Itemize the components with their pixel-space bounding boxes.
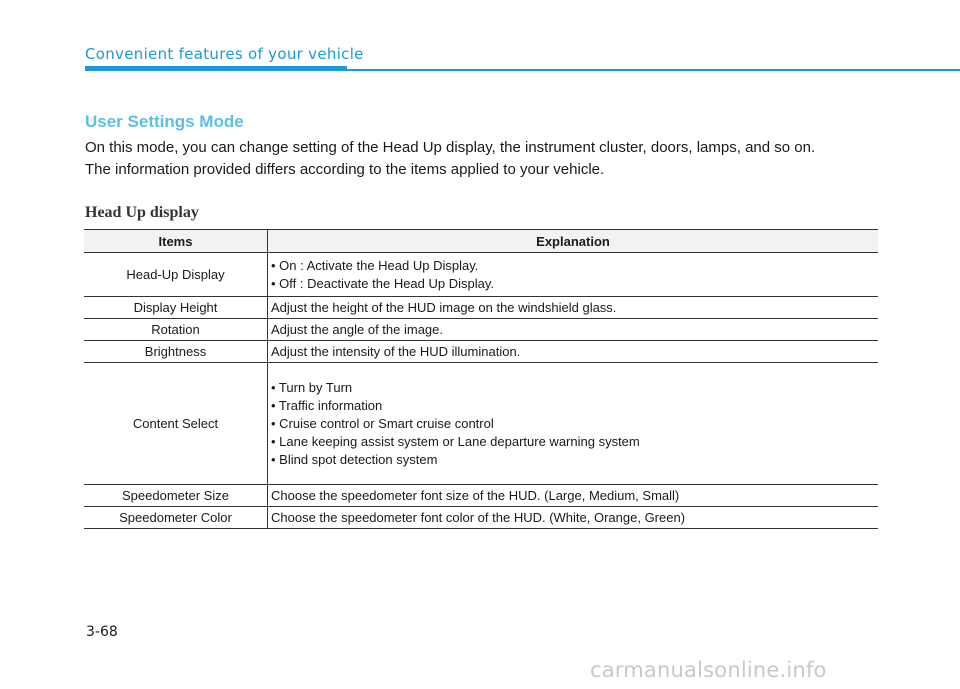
intro-line: On this mode, you can change setting of the Head Up display, the instrument cluster, doors, lamps, and so on. bbox=[85, 139, 816, 156]
explanation-cell: Adjust the angle of the image. bbox=[268, 319, 879, 341]
column-header-explanation: Explanation bbox=[268, 230, 879, 253]
mode-heading: User Settings Mode bbox=[85, 112, 244, 131]
bullet-item: • Lane keeping assist system or Lane departure warning system bbox=[271, 433, 640, 449]
explanation-cell bbox=[268, 363, 879, 485]
column-header-items: Items bbox=[84, 230, 268, 253]
item-cell: Speedometer Size bbox=[84, 485, 268, 507]
explanation-cell: Adjust the height of the HUD image on the windshield glass. bbox=[268, 297, 879, 319]
table-row bbox=[84, 253, 878, 297]
bullet-item: • Turn by Turn bbox=[271, 379, 353, 395]
table-row bbox=[84, 297, 878, 319]
table-row bbox=[84, 485, 878, 507]
table-row bbox=[84, 319, 878, 341]
table-header-row bbox=[84, 230, 878, 253]
bullet-item: • Traffic information bbox=[271, 397, 383, 413]
item-cell: Head-Up Display bbox=[84, 253, 268, 297]
page-number: 3-68 bbox=[86, 624, 118, 640]
item-cell: Brightness bbox=[84, 341, 268, 363]
intro-text bbox=[85, 137, 885, 181]
hud-settings-table bbox=[84, 229, 878, 529]
table-row bbox=[84, 507, 878, 529]
bullet-item: • Cruise control or Smart cruise control bbox=[271, 415, 494, 431]
bullet-item: • Off : Deactivate the Head Up Display. bbox=[271, 275, 495, 291]
bullet-item: • Blind spot detection system bbox=[271, 451, 438, 467]
table-row bbox=[84, 363, 878, 485]
item-cell: Content Select bbox=[84, 363, 268, 485]
section-title: Convenient features of your vehicle bbox=[85, 45, 364, 63]
bullet-item: • On : Activate the Head Up Display. bbox=[271, 257, 479, 273]
header-rule bbox=[347, 69, 960, 71]
intro-line: The information provided differs according to the items applied to your vehicle. bbox=[85, 161, 605, 178]
explanation-cell: Choose the speedometer font size of the HUD. (Large, Medium, Small) bbox=[268, 485, 879, 507]
item-cell: Display Height bbox=[84, 297, 268, 319]
explanation-cell: Choose the speedometer font color of the HUD. (White, Orange, Green) bbox=[268, 507, 879, 529]
explanation-cell bbox=[268, 253, 879, 297]
table-title: Head Up display bbox=[85, 204, 199, 221]
item-cell: Speedometer Color bbox=[84, 507, 268, 529]
item-cell: Rotation bbox=[84, 319, 268, 341]
explanation-cell: Adjust the intensity of the HUD illumination. bbox=[268, 341, 879, 363]
watermark: carmanualsonline.info bbox=[590, 658, 827, 682]
section-title-bar bbox=[85, 66, 347, 71]
table-row bbox=[84, 341, 878, 363]
